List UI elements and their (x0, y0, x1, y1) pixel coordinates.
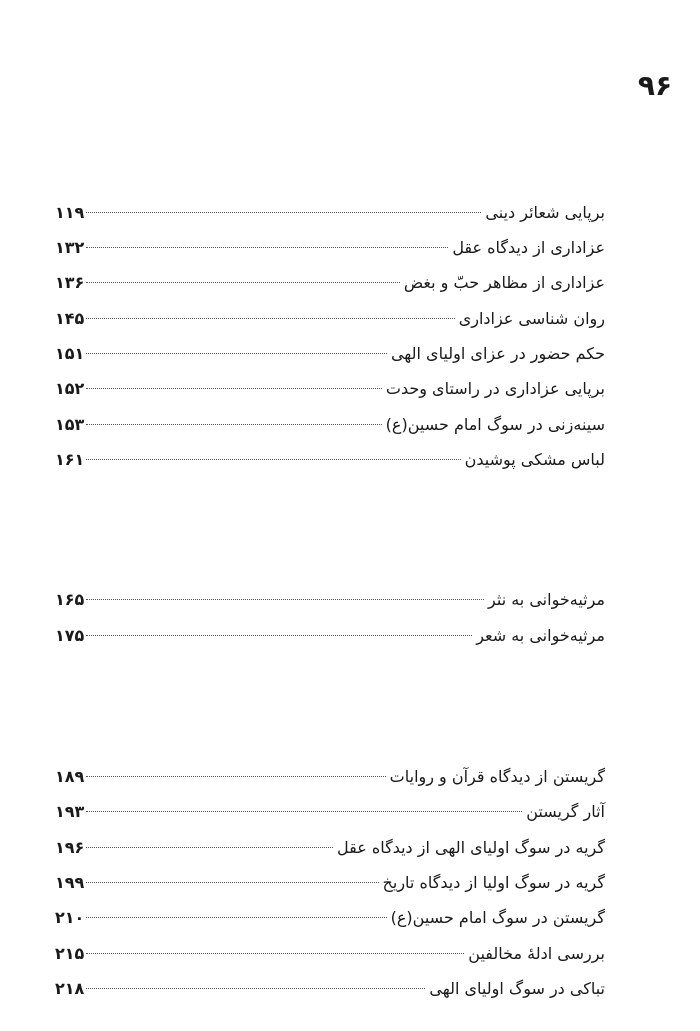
toc-dot-leader (86, 388, 382, 389)
toc-entry[interactable] (55, 802, 605, 832)
toc-entry[interactable] (55, 450, 605, 480)
toc-entry[interactable] (55, 379, 605, 409)
toc-entry-page: ۱۹۳ (55, 802, 85, 821)
toc-entry[interactable] (55, 590, 605, 620)
toc-entry-page: ۲۱۰ (55, 908, 85, 927)
toc-dot-leader (86, 353, 387, 354)
toc-dot-leader (86, 282, 400, 283)
toc-entry-title: مرثیه‌خوانی به شعر (476, 626, 605, 645)
toc-entry-page: ۲۱۸ (55, 979, 85, 998)
toc-entry-title: گریه در سوگ اولیا از دیدگاه تاریخ (382, 873, 605, 892)
toc-dot-leader (86, 882, 378, 883)
toc-entry-title: گریستن از دیدگاه قرآن و روایات (389, 767, 605, 786)
toc-entry[interactable] (55, 238, 605, 268)
toc-entry-title: آثار گریستن (526, 802, 605, 821)
toc-entry[interactable] (55, 415, 605, 445)
toc-entry-title: حکم حضور در عزای اولیای الهی (390, 344, 605, 363)
toc-entry-title: بررسی ادلهٔ مخالفین (468, 944, 605, 963)
toc-entry-page: ۱۳۲ (55, 238, 85, 257)
toc-entry[interactable] (55, 908, 605, 938)
toc-entry[interactable] (55, 309, 605, 339)
toc-dot-leader (86, 811, 522, 812)
toc-dot-leader (86, 424, 381, 425)
toc-dot-leader (86, 635, 472, 636)
toc-entry-page: ۲۱۵ (55, 944, 85, 963)
toc-entry-title: مرثیه‌خوانی به نثر (488, 590, 605, 609)
toc-entry-title: روان شناسی عزاداری (458, 309, 605, 328)
page-number: ۹۶ (637, 69, 673, 102)
toc-dot-leader (86, 917, 386, 918)
toc-entry[interactable] (55, 767, 605, 797)
toc-entry[interactable] (55, 203, 605, 233)
toc-entry-page: ۱۹۶ (55, 838, 85, 857)
toc-entry-title: تباکی در سوگ اولیای الهی (429, 979, 605, 998)
toc-entry-title: عزاداری از مظاهر حبّ و بغض (403, 273, 605, 292)
toc-entry[interactable] (55, 944, 605, 974)
toc-entry-title: عزاداری از دیدگاه عقل (452, 238, 605, 257)
toc-dot-leader (86, 212, 481, 213)
toc-entry[interactable] (55, 873, 605, 903)
toc-dot-leader (86, 318, 454, 319)
toc-dot-leader (86, 599, 484, 600)
toc-entry-title: گریستن در سوگ امام حسین(ع) (390, 908, 605, 927)
toc-dot-leader (86, 988, 425, 989)
toc-dot-leader (86, 847, 333, 848)
toc-entry-title: لباس مشکی پوشیدن (464, 450, 605, 469)
toc-entry-page: ۱۵۲ (55, 379, 85, 398)
toc-entry-page: ۱۵۱ (55, 344, 85, 363)
toc-entry-page: ۱۸۹ (55, 767, 85, 786)
toc-entry[interactable] (55, 626, 605, 656)
toc-dot-leader (86, 247, 448, 248)
toc-entry-page: ۱۶۵ (55, 590, 85, 609)
toc-entry-page: ۱۶۱ (55, 450, 85, 469)
toc-entry-page: ۱۴۵ (55, 309, 85, 328)
toc-entry-page: ۱۵۳ (55, 415, 85, 434)
toc-entry-title: گریه در سوگ اولیای الهی از دیدگاه عقل (336, 838, 605, 857)
toc-entry[interactable] (55, 979, 605, 1009)
toc-dot-leader (86, 953, 464, 954)
toc-entry-page: ۱۹۹ (55, 873, 85, 892)
toc-entry-page: ۱۱۹ (55, 203, 85, 222)
toc-dot-leader (86, 776, 385, 777)
toc-entry[interactable] (55, 344, 605, 374)
toc-dot-leader (86, 459, 460, 460)
toc-entry-title: سینه‌زنی در سوگ امام حسین(ع) (385, 415, 605, 434)
toc-entry[interactable] (55, 838, 605, 868)
toc-entry[interactable] (55, 273, 605, 303)
toc-entry-title: برپایی عزاداری در راستای وحدت (385, 379, 605, 398)
toc-entry-page: ۱۳۶ (55, 273, 85, 292)
toc-entry-page: ۱۷۵ (55, 626, 85, 645)
toc-entry-title: برپایی شعائر دینی (485, 203, 605, 222)
